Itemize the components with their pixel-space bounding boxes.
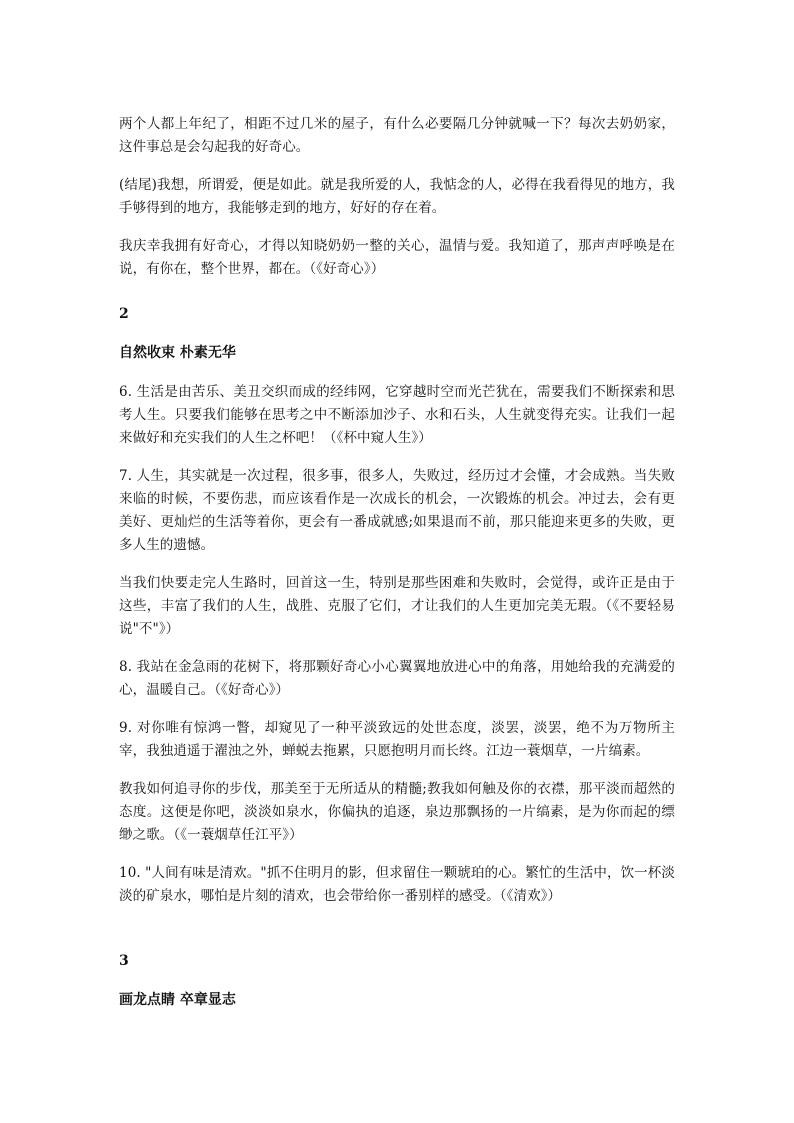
document-page — [119, 113, 675, 1012]
paragraph: 我庆幸我拥有好奇心，才得以知晓奶奶一整的关心，温情与爱。我知道了，那声声呼唤是在说，有你在，整个世界，都在。（《好奇心》） — [119, 238, 675, 277]
paragraph: 6. 生活是由苦乐、美丑交织而成的经纬网，它穿越时空而光芒犹在，需要我们不断探索和思考人生。只要我们能够在思考之中不断添加沙子、水和石头，人生就变得充实。让我们一起来做好和充实我们的人生之杯吧！（《杯中窥人生》） — [119, 384, 675, 446]
paragraph: 9. 对你唯有惊鸿一瞥，却窥见了一种平淡致远的处世态度，淡罢，淡罢，绝不为万物所主宰，我独逍遥于濯浊之外，蝉蜕去拖累，只愿抱明月而长终。江边一蓑烟草，一片缟素。 — [119, 720, 675, 759]
section-number: 3 — [119, 953, 129, 969]
paragraph: (结尾)我想，所谓爱，便是如此。就是我所爱的人，我惦念的人，必得在我看得见的地方，我手够得到的地方，我能够走到的地方，好好的存在着。 — [119, 177, 675, 216]
paragraph: 8. 我站在金急雨的花树下，将那颗好奇心小心翼翼地放进心中的角落，用她给我的充满爱的心，温暖自己。（《好奇心》） — [119, 659, 675, 698]
section-number: 2 — [119, 306, 129, 322]
section-title: 画龙点睛 卒章显志 — [119, 992, 236, 1008]
paragraph: 7. 人生，其实就是一次过程，很多事，很多人，失败过，经历过才会懂，才会成熟。当失败来临的时候，不要伤悲，而应该看作是一次成长的机会，一次锻炼的机会。冲过去，会有更美好、更灿烂的生活等着你，更会有一番成就感;如果退而不前，那只能迎来更多的失败，更多人生的遗憾。 — [119, 468, 675, 553]
paragraph: 教我如何追寻你的步伐，那美至于无所适从的精髓;教我如何触及你的衣襟，那平淡而超然的态度。这便是你吧，淡淡如泉水，你偏执的追逐，泉边那飘扬的一片缟素，是为你而起的缥缈之歌。（《一蓑烟草任江平》） — [119, 781, 675, 843]
paragraph: 两个人都上年纪了，相距不过几米的屋子，有什么必要隔几分钟就喊一下？每次去奶奶家，这件事总是会勾起我的好奇心。 — [119, 116, 675, 155]
paragraph: 当我们快要走完人生路时，回首这一生，特别是那些困难和失败时，会觉得，或许正是由于这些，丰富了我们的人生，战胜、克服了它们，才让我们的人生更加完美无瑕。（《不要轻易说"不"》） — [119, 575, 675, 637]
section-title: 自然收束 朴素无华 — [119, 345, 236, 361]
paragraph: 10. "人间有味是清欢。"抓不住明月的影，但求留住一颗琥珀的心。繁忙的生活中，饮一杯淡淡的矿泉水，哪怕是片刻的清欢，也会带给你一番别样的感受。（《清欢》） — [119, 865, 675, 904]
